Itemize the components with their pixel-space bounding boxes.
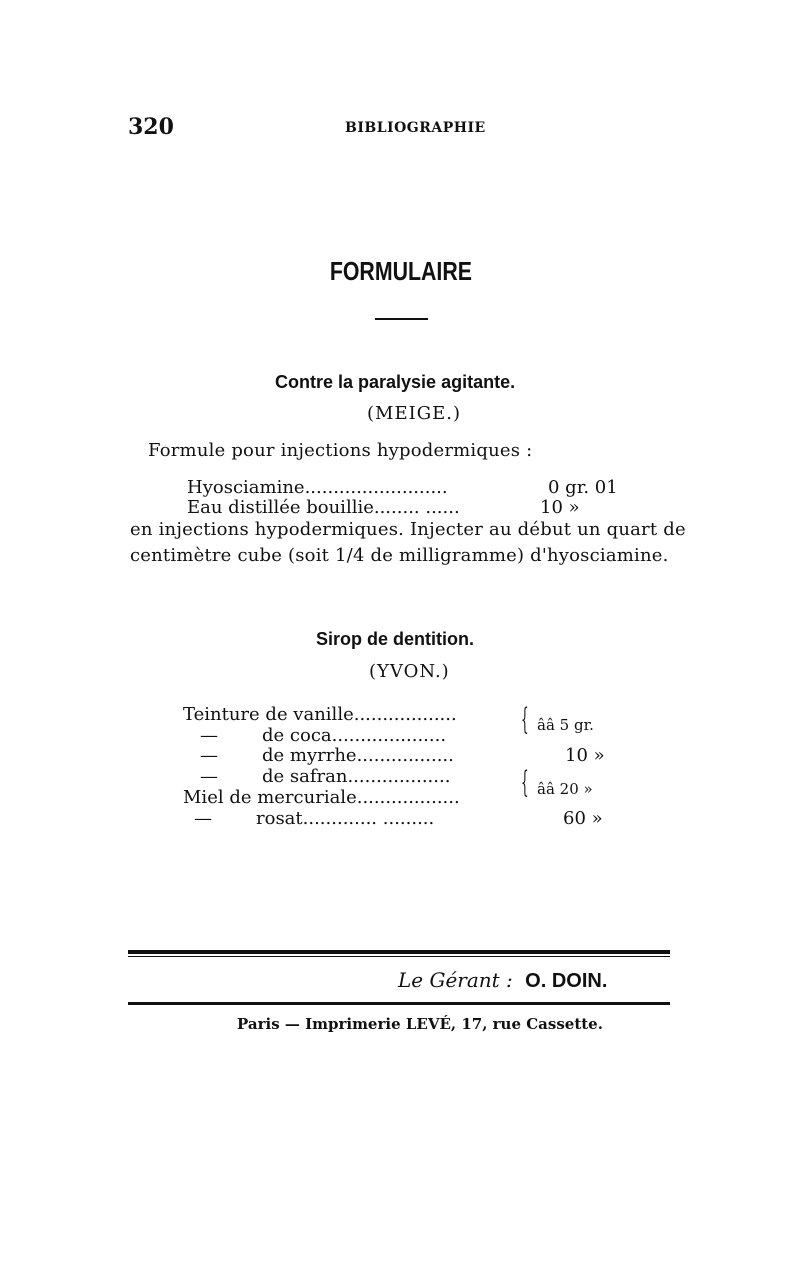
section1-row-amount: 10 »	[540, 497, 580, 518]
section2-row-amount: 10 »	[565, 745, 605, 766]
section2-row-item: de coca....................	[262, 725, 447, 746]
section2-row-dash: —	[200, 745, 218, 766]
section1-row-item: Hyosciamine.........................	[187, 477, 448, 498]
section1-author: (MEIGE.)	[367, 403, 461, 424]
section2-row-dash: —	[200, 766, 218, 787]
section2-row-amount: 60 »	[563, 808, 603, 829]
section2-row-dash: —	[194, 808, 212, 829]
section1-row-amount: 0 gr. 01	[548, 477, 618, 498]
title-divider	[375, 318, 428, 320]
footer-rule-thin	[128, 956, 670, 957]
section1-row-item: Eau distillée bouillie........ ......	[187, 497, 460, 518]
imprint-rule	[128, 1002, 670, 1005]
gerant-label: Le Gérant :	[398, 968, 513, 992]
group1-brace: {	[521, 702, 529, 737]
section2-row-item: Miel de mercuriale..................	[183, 787, 460, 808]
section1-heading: Contre la paralysie agitante.	[275, 372, 516, 392]
section2-heading: Sirop de dentition.	[316, 629, 474, 649]
section1-text-line: en injections hypodermiques. Injecter au début un quart de	[130, 519, 686, 540]
section1-text-line: centimètre cube (soit 1/4 de milligramme) d'hyosciamine.	[130, 545, 669, 566]
section2-row-dash: —	[200, 725, 218, 746]
gerant-name: O. DOIN.	[525, 970, 608, 992]
group1-amount: ââ 5 gr.	[537, 716, 594, 734]
page-number: 320	[128, 114, 174, 140]
printer-imprint: Paris — Imprimerie LEVÉ, 17, rue Cassette.	[237, 1015, 603, 1033]
section2-row-item: de myrrhe.................	[262, 745, 454, 766]
section1-intro: Formule pour injections hypodermiques :	[148, 440, 533, 461]
page-title: FORMULAIRE	[329, 256, 472, 286]
section2-row-item: de safran..................	[262, 766, 451, 787]
footer-rule-thick	[128, 950, 670, 954]
group2-amount: ââ 20 »	[537, 780, 593, 798]
section2-author: (YVON.)	[369, 661, 450, 682]
section2-row-item: rosat............. .........	[256, 808, 435, 829]
group2-brace: {	[521, 765, 529, 800]
running-head: BIBLIOGRAPHIE	[345, 120, 486, 136]
section2-row-item: Teinture de vanille..................	[183, 704, 457, 725]
gerant-line	[398, 968, 607, 993]
